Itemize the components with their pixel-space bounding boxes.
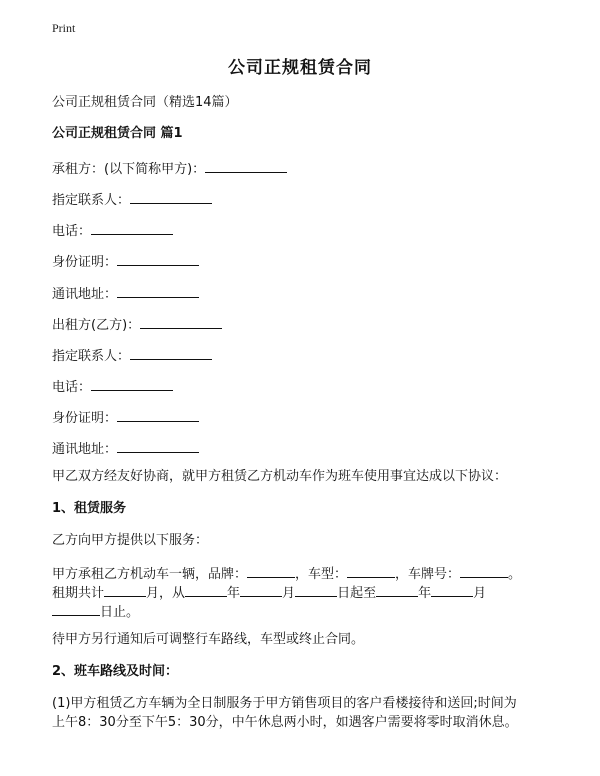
party-b-address-blank [117, 439, 199, 453]
plate-blank [460, 564, 508, 578]
brand-label: 甲方承租乙方机动车一辆，品牌： [52, 567, 248, 582]
end-day-blank [52, 602, 100, 616]
party-b-id-blank [117, 408, 199, 422]
lessee-blank [205, 159, 287, 173]
lessee-field [52, 159, 287, 178]
section2-paragraph-1-line-1: (1)甲方租赁乙方车辆为全日制服务于甲方销售项目的客户看楼接待和送回;时间为 [52, 696, 517, 711]
section1-heading: 1、租赁服务 [52, 501, 127, 516]
party-b-phone-blank [91, 377, 173, 391]
start-year-label: 年 [227, 586, 241, 601]
party-b-contact-field [52, 346, 212, 365]
line1-end: 。 [508, 567, 522, 582]
lessee-label: 承租方：(以下简称甲方)： [52, 162, 206, 177]
party-a-phone-blank [91, 221, 173, 235]
start-day-blank [295, 583, 337, 597]
lessor-label: 出租方(乙方)： [52, 318, 141, 333]
end-month-blank [431, 583, 473, 597]
brand-blank [247, 564, 295, 578]
party-a-address-blank [117, 284, 199, 298]
party-a-phone-field [52, 221, 173, 240]
party-a-address-field [52, 284, 199, 303]
end-day-label: 日止。 [100, 605, 140, 620]
party-a-contact-field [52, 190, 212, 209]
party-a-id-label: 身份证明： [52, 255, 118, 270]
start-year-blank [185, 583, 227, 597]
party-a-phone-label: 电话： [52, 224, 92, 239]
end-year-label: 年 [418, 586, 432, 601]
section-heading: 公司正规租赁合同 篇1 [52, 126, 183, 141]
party-b-address-label: 通讯地址： [52, 442, 118, 457]
vehicle-terms-line-1 [52, 564, 521, 583]
end-month-label: 月 [473, 586, 487, 601]
party-a-address-label: 通讯地址： [52, 287, 118, 302]
end-year-blank [376, 583, 418, 597]
plate-label: ，车牌号： [395, 567, 461, 582]
document-subtitle: 公司正规租赁合同（精选14篇） [52, 95, 238, 110]
section2-heading: 2、班车路线及时间： [52, 664, 179, 679]
vehicle-terms-line-3 [52, 602, 139, 621]
vehicle-terms-line-2 [52, 583, 486, 602]
party-b-id-label: 身份证明： [52, 411, 118, 426]
term-total-label: 租期共计 [52, 586, 105, 601]
document-title: 公司正规租赁合同 [228, 58, 372, 78]
intro-paragraph: 甲乙双方经友好协商，就甲方租赁乙方机动车作为班车使用事宜达成以下协议： [52, 469, 508, 484]
lessor-blank [140, 315, 222, 329]
party-b-phone-label: 电话： [52, 380, 92, 395]
party-a-contact-blank [130, 190, 212, 204]
term-from-label: 月，从 [146, 586, 186, 601]
section2-paragraph-1-line-2: 上午8：30分至下午5：30分，中午休息两小时，如遇客户需要将零时取消休息。 [52, 715, 518, 730]
lessor-field [52, 315, 222, 334]
party-b-contact-label: 指定联系人： [52, 349, 131, 364]
party-b-contact-blank [130, 346, 212, 360]
party-b-id-field [52, 408, 199, 427]
party-a-id-blank [117, 252, 199, 266]
party-b-phone-field [52, 377, 173, 396]
term-months-blank [104, 583, 146, 597]
print-label[interactable]: Print [52, 21, 76, 35]
section1-paragraph-1: 乙方向甲方提供以下服务： [52, 533, 209, 548]
model-blank [347, 564, 395, 578]
start-month-label: 月 [282, 586, 296, 601]
start-month-blank [240, 583, 282, 597]
party-b-address-field [52, 439, 199, 458]
party-a-contact-label: 指定联系人： [52, 193, 131, 208]
party-a-id-field [52, 252, 199, 271]
model-label: ，车型： [295, 567, 348, 582]
section1-paragraph-3: 待甲方另行通知后可调整行车路线，车型或终止合同。 [52, 632, 365, 647]
start-day-label: 日起至 [337, 586, 377, 601]
